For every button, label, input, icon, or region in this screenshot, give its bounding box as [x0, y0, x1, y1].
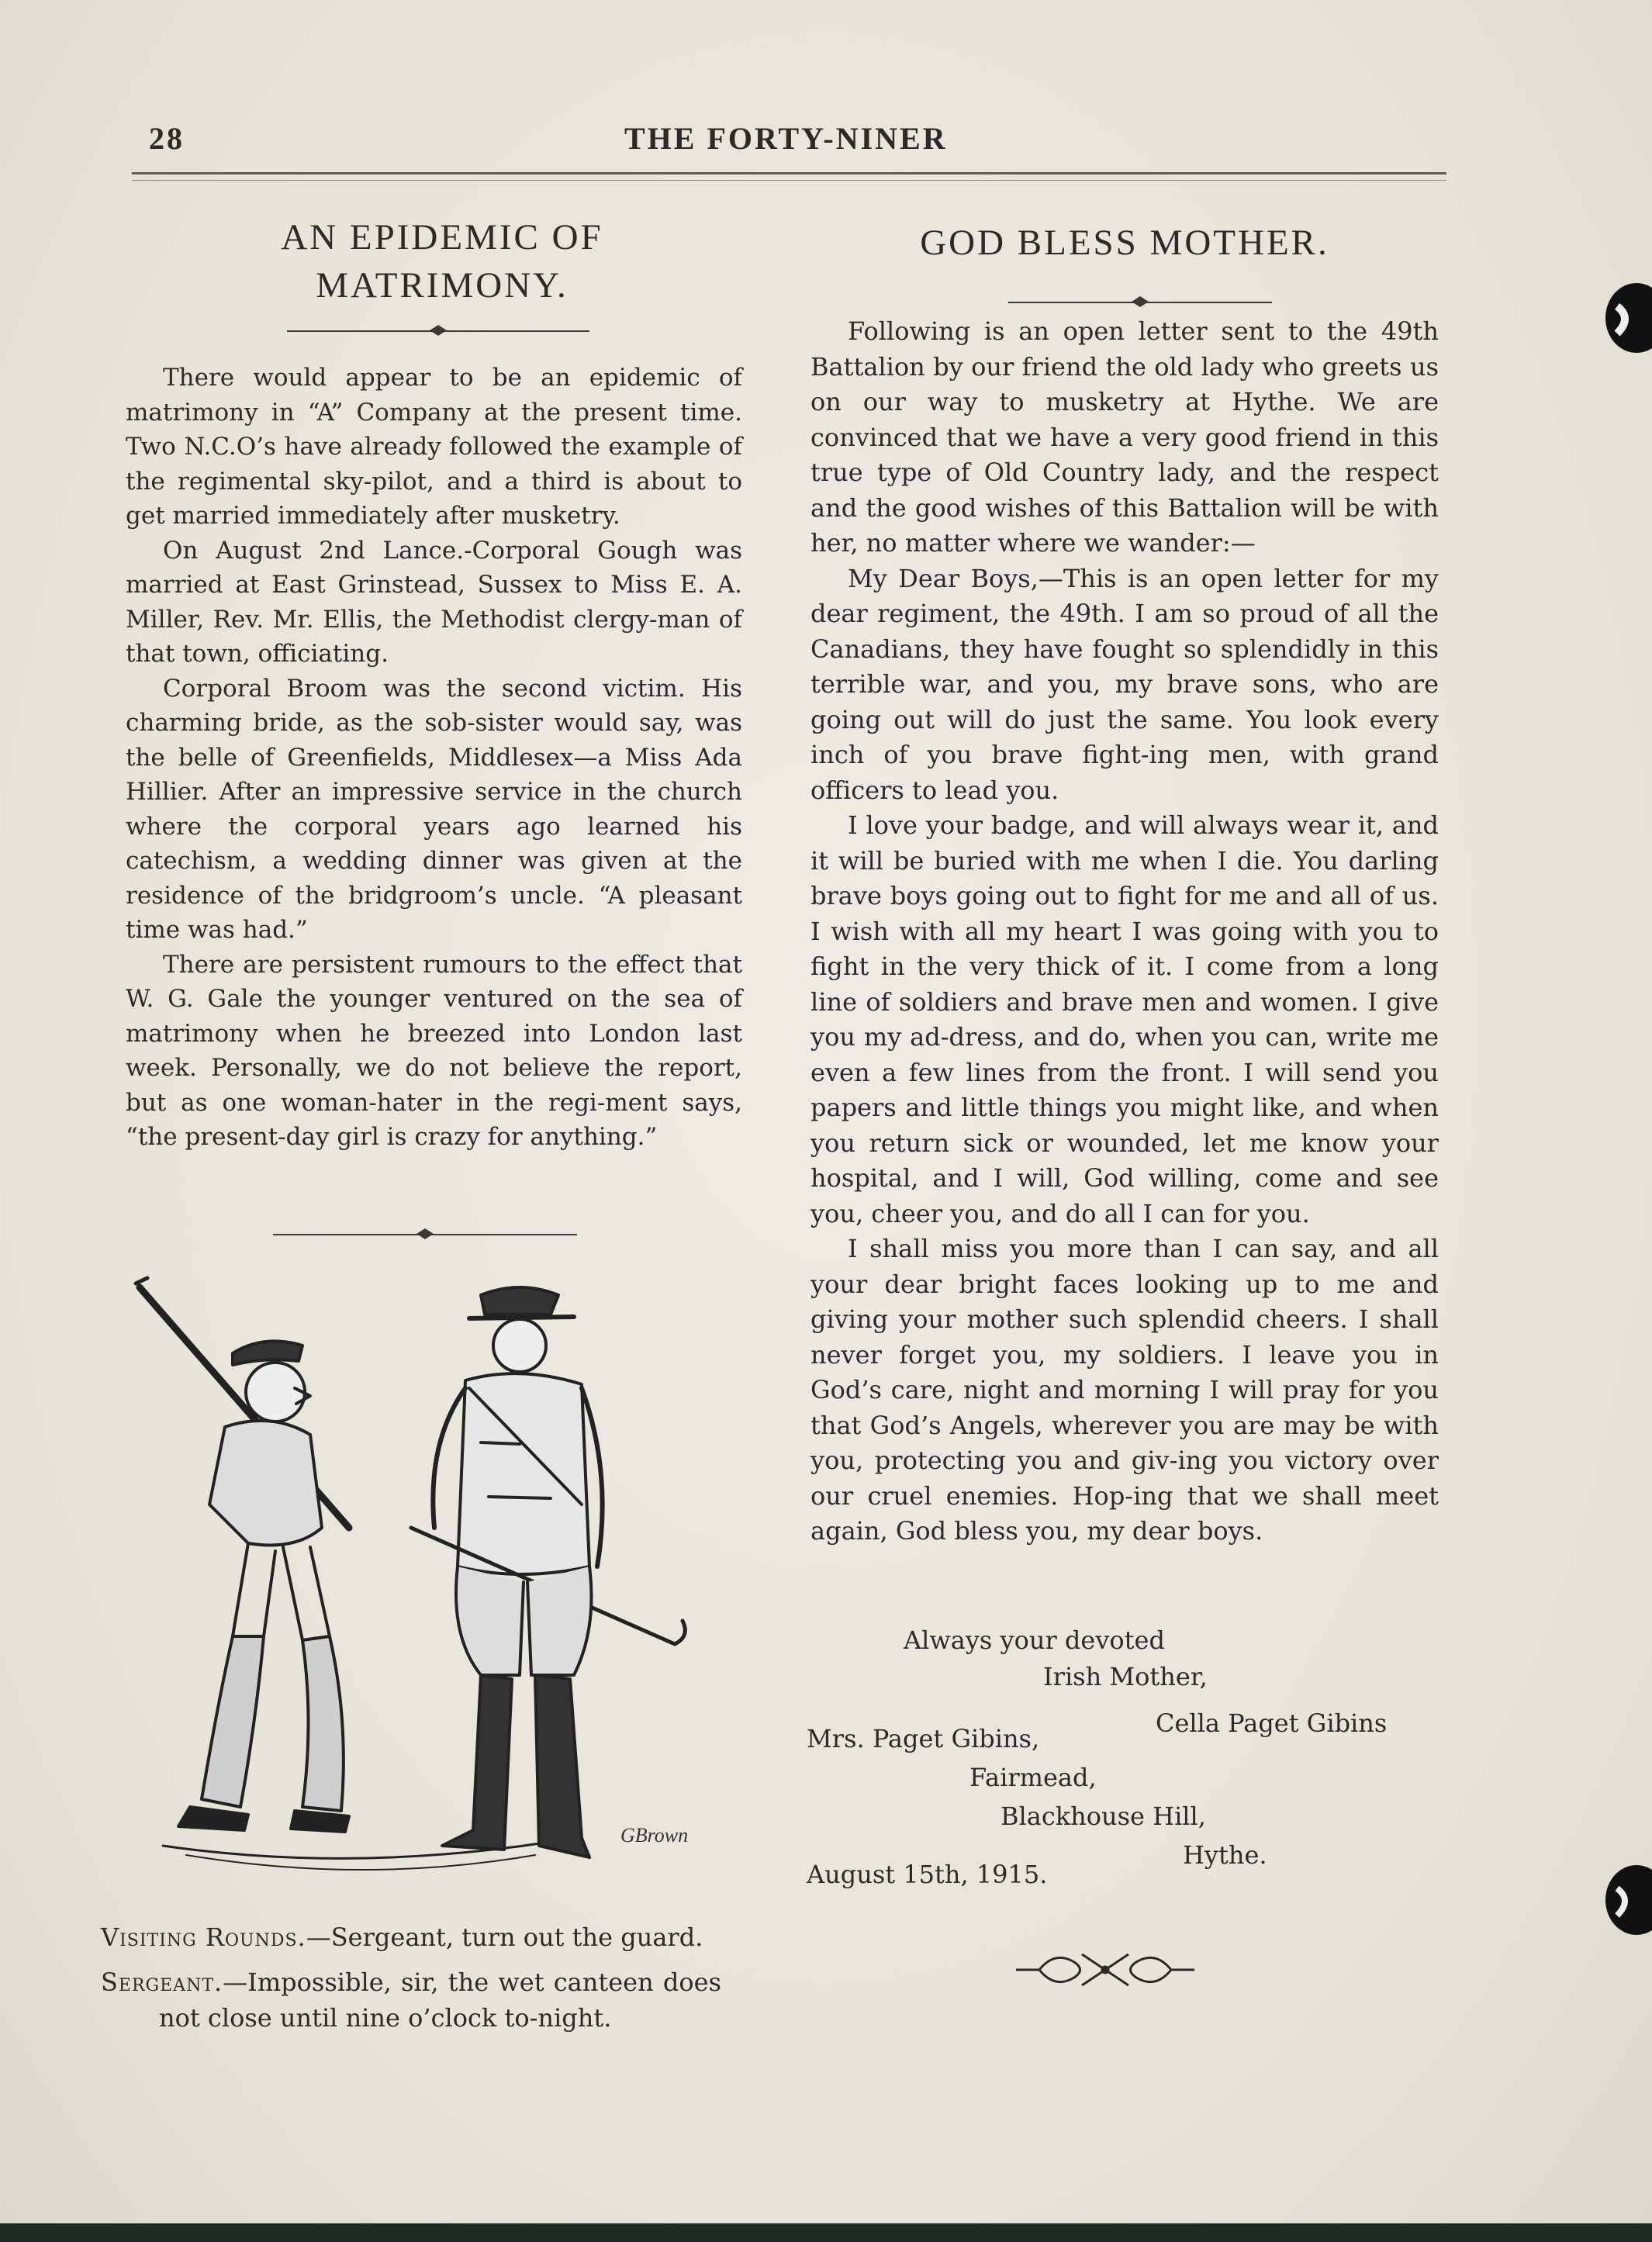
cartoon-caption [101, 1919, 721, 2045]
section-ornament-rule [273, 1233, 577, 1236]
left-paragraph: Corporal Broom was the second victim. His charming bride, as the sob-sister would say, was the belle of Greenfields, Middlesex—a Miss Ada Hillier. After an impressive service in the church where the corporal years ago learned his catechism, a wedding dinner was given at the residence of the bridgroom’s uncle. “A pleasant time was had.” [126, 674, 742, 944]
headline-ornament-rule [287, 330, 589, 333]
letter-date: August 15th, 1915. [807, 1860, 1048, 1889]
binding-hole-icon [1598, 275, 1652, 361]
address-line: Hythe. [1183, 1840, 1267, 1870]
binding-hole-icon [1598, 1857, 1652, 1943]
letter-signature: Cella Paget Gibins [1156, 1708, 1388, 1738]
address-line: Fairmead, [969, 1763, 1097, 1792]
right-paragraph: I shall miss you more than I can say, and all your dear bright faces looking up to me and giving your mother such splendid cheers. I shall never forget you, my soldiers. I leave you in God’s care, night and morning I will pray for you that God’s Angels, wherever you are may be with you, protecting you and giv-ing you victory over our cruel enemies. Hop-ing that we shall meet again, God bless you, my dear boys. [810, 1234, 1439, 1546]
headline-ornament-rule [1008, 301, 1272, 304]
right-article-headline: GOD BLESS MOTHER. [920, 223, 1329, 263]
address-name: Mrs. Paget Gibins, [807, 1724, 1040, 1753]
right-paragraph: Following is an open letter sent to the 49th Battalion by our friend the old lady who greets us on our way to musketry at Hythe. We are convinced that we have a very good friend in this true type of Old Country lady, and the respect and the good wishes of this Battalion will be with her, no matter where we wander:— [810, 316, 1439, 558]
page-header [140, 120, 1412, 167]
left-article-body [126, 361, 742, 1155]
artist-signature: GBrown [620, 1824, 689, 1846]
left-paragraph: There are persistent rumours to the effect that W. G. Gale the younger ventured on the sea of matrimony when he breezed into London last week. Personally, we do not believe the report, but as one woman-hater in the regi-ment says, “the present-day girl is crazy for anything.” [126, 950, 742, 1151]
right-paragraph: I love your badge, and will always wear it, and it will be buried with me when I die. You darling brave boys going out to fight for me and all of us. I wish with all my heart I was going with you to fight in the very thick of it. I come from a long line of soldiers and brave men and women. I give you my ad-dress, and do, when you can, write me even a few lines from the front. I will send you papers and little things you might like, and when you return sick or wounded, let me know your hospital, and I will, God willing, come and see you, cheer you, and do all I can for you. [810, 810, 1439, 1228]
caption-speaker: Sergeant. [101, 1967, 223, 1997]
left-paragraph: There would appear to be an epidemic of matrimony in “A” Company at the present time. Two N.C.O’s have already followed the example of the regimental sky-pilot, and a third is about to get married immediately after musketry. [126, 364, 742, 530]
page-number: 28 [149, 121, 185, 156]
caption-line-sergeant [101, 1964, 721, 2036]
left-headline-line1: AN EPIDEMIC OF [281, 217, 603, 257]
publication-title: THE FORTY-NINER [624, 121, 948, 156]
right-paragraph: My Dear Boys,—This is an open letter for my dear regiment, the 49th. I am so proud of all the Canadians, they have fought so splendidly in this terrible war, and you, my brave sons, who are going out will do just the same. You look every inch of you brave fight-ing men, with grand officers to lead you. [810, 563, 1439, 805]
letter-closing-2: Irish Mother, [1043, 1662, 1208, 1691]
header-rule-thin [132, 180, 1446, 181]
header-rule [132, 172, 1446, 174]
letter-closing: Always your devoted [904, 1625, 1165, 1655]
left-paragraph: On August 2nd Lance.-Corporal Gough was married at East Grinstead, Sussex to Miss E. A. Miller, Rev. Mr. Ellis, the Methodist clergy-man of that town, officiating. [126, 536, 742, 668]
scan-bottom-edge [0, 2223, 1652, 2242]
left-article-headline [155, 213, 729, 309]
caption-text: —Sergeant, turn out the guard. [306, 1922, 703, 1952]
right-article-body [810, 314, 1439, 1549]
caption-speaker: Visiting Rounds. [101, 1922, 306, 1952]
caption-text: —Impossible, sir, the wet canteen does not close until nine o’clock to-night. [159, 1967, 721, 2033]
fleuron-ornament-icon [1008, 1943, 1202, 1997]
address-line: Blackhouse Hill, [1001, 1802, 1206, 1831]
left-headline-line2: MATRIMONY. [316, 265, 569, 306]
caption-line-visiting [101, 1919, 721, 1955]
cartoon-illustration [116, 1272, 745, 1884]
